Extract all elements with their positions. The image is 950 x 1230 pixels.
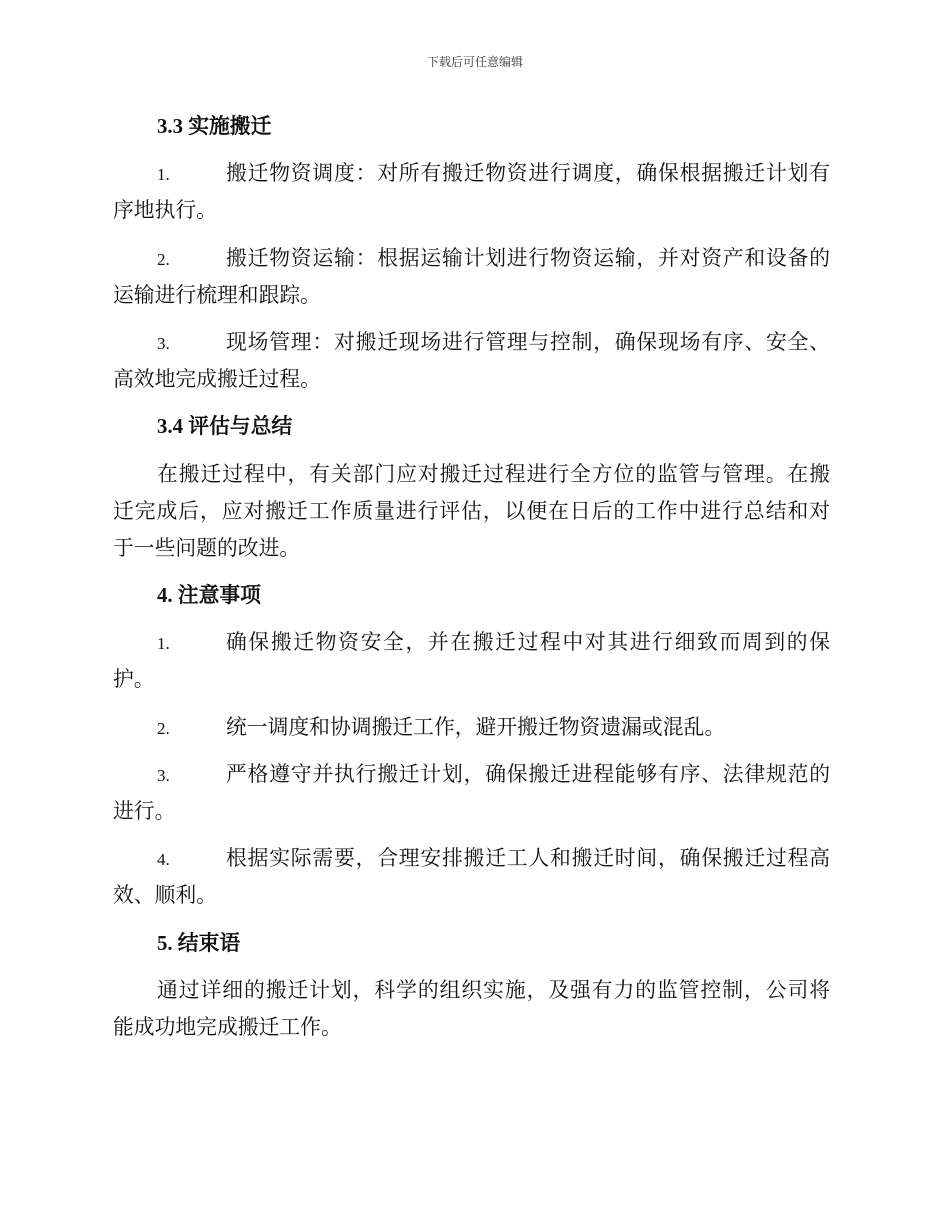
list-item-number: 2. [157,718,170,738]
list-item [113,240,830,314]
list-item-first-line [113,240,830,277]
list-item-text: 搬迁物资运输：根据运输计划进行物资运输，并对资产和设备的 [226,246,830,270]
list-item-number: 1. [157,634,170,654]
document-body [113,108,830,1056]
list-item [113,155,830,229]
list-item [113,756,830,830]
list-item [113,324,830,398]
list-item-number: 1. [157,165,170,185]
section-heading: 5. 结束语 [157,931,241,955]
section-heading: 4. 注意事项 [157,584,261,608]
paragraph-line: 通过详细的搬迁计划，科学的组织实施，及强有力的监管控制，公司将 [157,978,830,1002]
section-heading: 3.4 评估与总结 [157,415,293,439]
list-item-text: 护。 [113,668,155,692]
paragraph [113,972,830,1046]
list-item [113,624,830,698]
section-heading: 3.3 实施搬迁 [157,115,272,138]
list-item-text: 搬迁物资调度：对所有搬迁物资进行调度，确保根据搬迁计划有 [226,162,830,186]
list-item-first-line [113,324,830,361]
list-item-text: 根据实际需要，合理安排搬迁工人和搬迁时间，确保搬迁过程高 [226,847,830,871]
list-item-text: 统一调度和协调搬迁工作，避开搬迁物资遗漏或混乱。 [226,715,726,739]
list-item-first-line [113,840,830,877]
paragraph-line: 能成功地完成搬迁工作。 [113,1015,342,1039]
list-item-text: 运输进行梳理和跟踪。 [113,283,321,307]
paragraph-line: 于一些问题的改进。 [113,536,301,560]
list-item-first-line [113,624,830,661]
list-item [113,840,830,914]
list-item-text: 效、顺利。 [113,884,217,908]
paragraph-line: 迁完成后，应对搬迁工作质量进行评估，以便在日后的工作中进行总结和对 [113,499,830,523]
list-item-number: 2. [157,249,170,269]
list-item-number: 4. [157,850,170,870]
page-header-note: 下载后可任意编辑 [426,55,523,69]
paragraph-line: 在搬迁过程中，有关部门应对搬迁过程进行全方位的监管与管理。在搬 [157,462,830,486]
list-item-first-line [113,709,830,746]
list-item-text: 高效地完成搬迁过程。 [113,368,321,392]
list-item-text: 严格遵守并执行搬迁计划，确保搬迁进程能够有序、法律规范的 [226,762,830,786]
list-item [113,709,830,746]
paragraph [113,456,830,568]
list-item-text: 确保搬迁物资安全，并在搬迁过程中对其进行细致而周到的保 [226,631,830,655]
list-item-text: 现场管理：对搬迁现场进行管理与控制，确保现场有序、安全、 [226,330,830,354]
list-item-first-line [113,155,830,192]
list-item-text: 进行。 [113,800,176,823]
list-item-text: 序地执行。 [113,199,217,223]
list-item-number: 3. [157,765,170,785]
list-item-number: 3. [157,333,170,353]
list-item-first-line [113,756,830,793]
